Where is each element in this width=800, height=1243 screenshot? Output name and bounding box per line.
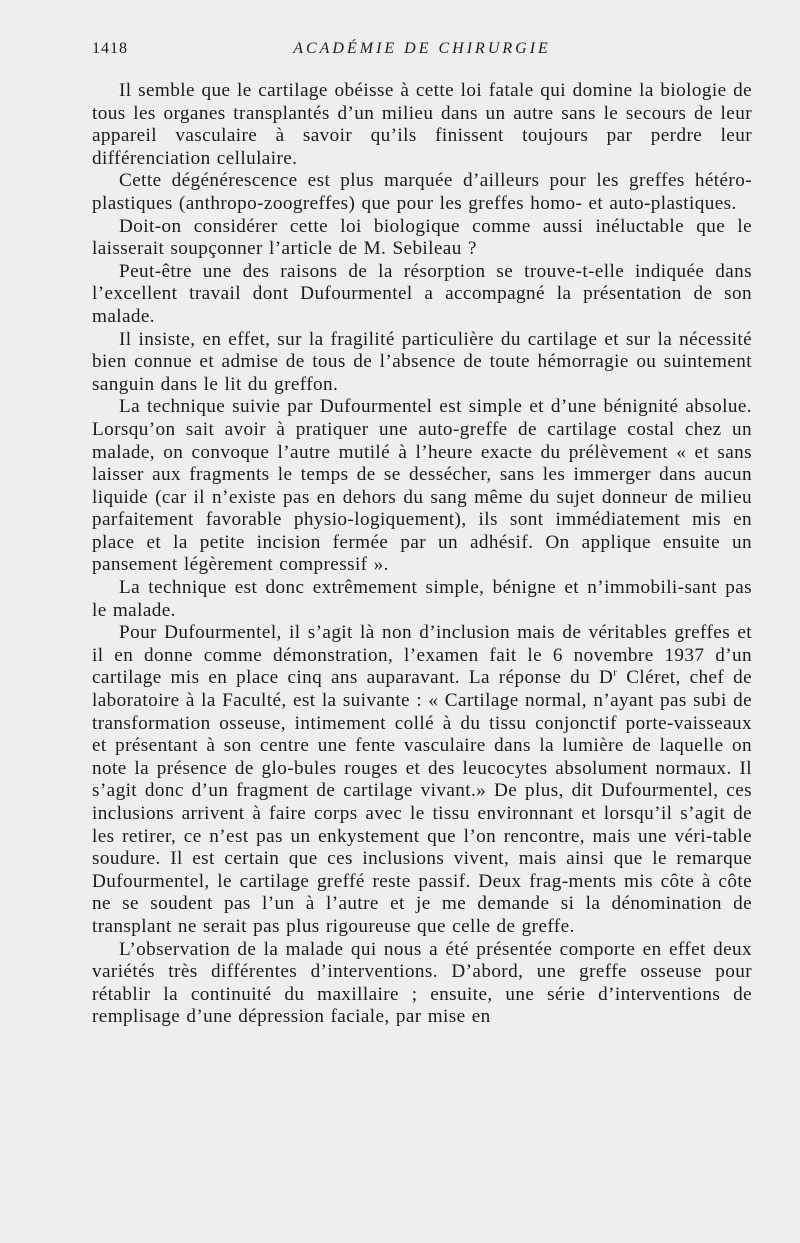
running-head bbox=[92, 38, 752, 68]
paragraph-text: Cléret, chef de laboratoire à la Faculté, est la suivante : « Cartilage normal, n’ayant pas subi de transformation osseuse, intimement collé à du tissu conjonctif porte-vaisseaux et présentant à son centre une fente vasculaire dans la lumière de laquelle on note la présence de glo-bules rouges et des leucocytes absolument normaux. Il s’agit donc d’un fragment de cartilage vivant.» De plus, dit Dufourmentel, ces inclusions arrivent à faire corps avec le tissu environnant et lorsqu’il s’agit de les retirer, ce n’est pas un enkystement que l’on rencontre, mais une véri-table soudure. Il est certain que ces inclusions vivent, mais ainsi que le remarque Dufourmentel, le cartilage greffé reste passif. Deux frag-ments mis côte à côte ne se soudent pas l’un à l’autre et je me demande si la dénomination de transplant ne serait pas plus rigoureuse que celle de greffe. bbox=[92, 667, 752, 937]
paragraph: Il semble que le cartilage obéisse à cette loi fatale qui domine la biologie de tous les organes transplantés d’un milieu dans un autre sans le secours de leur appareil vasculaire à savoir qu’ils finissent toujours par perdre leur différenciation cellulaire. bbox=[92, 80, 752, 169]
paragraph: La technique suivie par Dufourmentel est simple et d’une bénignité absolue. Lorsqu’on sait avoir à pratiquer une auto-greffe de cartilage costal chez un malade, on convoque l’autre mutilé à l’heure exacte du prélèvement « et sans laisser aux fragments le temps de se dessécher, sans les immerger dans aucun liquide (car il n’existe pas en dehors du sang même du sujet donneur de milieu parfaitement favorable physio-logiquement), ils sont immédiatement mis en place et la petite incision fermée par un adhésif. On applique ensuite un pansement légèrement compressif ». bbox=[92, 396, 752, 576]
paragraph-text: Pour Dufourmentel, il s’agit là non d’inclusion mais de véritables greffes et il en donne comme démonstration, l’examen fait le 6 novembre 1937 d’un cartilage mis en place cinq ans auparavant. La réponse du D bbox=[92, 622, 752, 689]
superscript: r bbox=[613, 667, 618, 680]
paragraph: Cette dégénérescence est plus marquée d’ailleurs pour les greffes hétéro-plastiques (anthropo-zoogreffes) que pour les greffes homo- et auto-plastiques. bbox=[92, 170, 752, 214]
paragraph: L’observation de la malade qui nous a été présentée comporte en effet deux variétés très différentes d’interventions. D’abord, une greffe osseuse pour rétablir la continuité du maxillaire ; ensuite, une série d’interventions de remplisage d’une dépression faciale, par mise en bbox=[92, 938, 752, 1028]
paragraph: Peut-être une des raisons de la résorption se trouve-t-elle indiquée dans l’excellent travail dont Dufourmentel a accompagné la présentation de son malade. bbox=[92, 260, 752, 327]
journal-title: ACADÉMIE DE CHIRURGIE bbox=[293, 40, 551, 57]
paragraph: Il insiste, en effet, sur la fragilité particulière du cartilage et sur la nécessité bien connue et admise de tous de l’absence de toute hémorragie ou suintement sanguin dans le lit du greffon. bbox=[92, 328, 752, 395]
paragraph: Doit-on considérer cette loi biologique comme aussi inéluctable que le laisserait soupçonner l’article de M. Sebileau ? bbox=[92, 215, 752, 260]
body-text bbox=[92, 80, 752, 1029]
paragraph: La technique est donc extrêmement simple, bénigne et n’immobili-sant pas le malade. bbox=[92, 577, 752, 621]
page-number: 1418 bbox=[92, 40, 128, 57]
paragraph bbox=[92, 622, 752, 938]
